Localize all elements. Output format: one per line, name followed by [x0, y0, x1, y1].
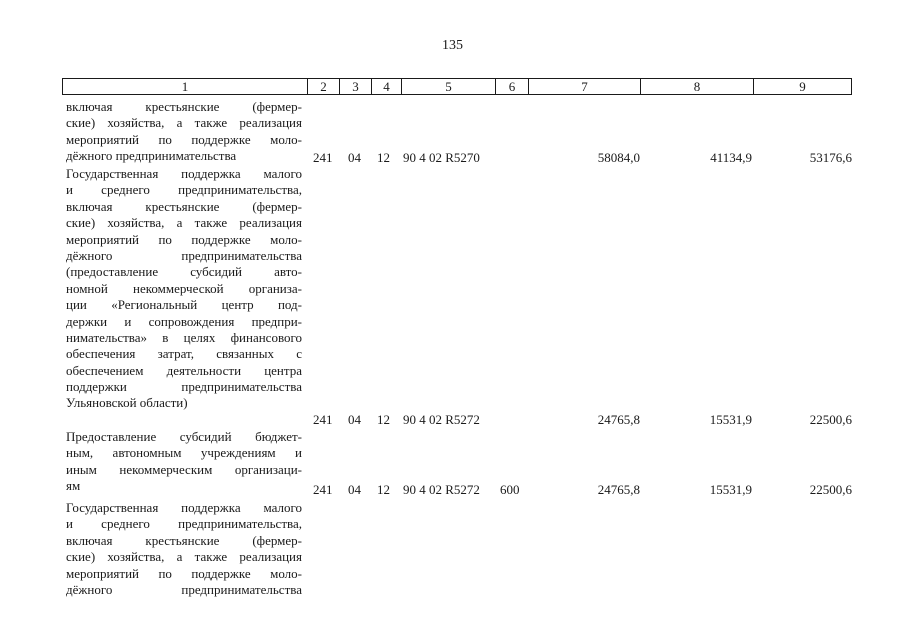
cell-subsection-2: 12 [377, 482, 390, 497]
cell-amount-col7: 24765,8 [597, 412, 640, 427]
description-line: мероприятий по поддержке моло- [66, 231, 302, 247]
row-description [66, 166, 302, 412]
header-col-6: 6 [495, 79, 528, 94]
description-line: поддержки предпринимательства [66, 379, 302, 395]
header-col-5: 5 [401, 79, 495, 94]
page-number: 135 [442, 38, 463, 53]
description-line: ские) хозяйства, а также реализация [66, 549, 302, 565]
description-line: включая крестьянские (фермер- [66, 99, 302, 114]
description-line: номной некоммерческой организа- [66, 280, 302, 296]
header-col-3: 3 [339, 79, 371, 94]
description-line: Ульяновской области) [66, 395, 188, 411]
table-header-row [62, 78, 852, 95]
cell-subsection-2: 12 [377, 412, 390, 427]
description-line: обеспечением деятельности центра [66, 362, 302, 378]
header-col-9: 9 [753, 79, 851, 94]
description-line: Государственная поддержка малого [66, 500, 302, 515]
cell-amount-col8: 15531,9 [709, 412, 752, 427]
description-line: ские) хозяйства, а также реализация [66, 115, 302, 131]
cell-section-code: 241 [313, 150, 333, 165]
description-line: (предоставление субсидий авто- [66, 264, 302, 280]
cell-amount-col8: 41134,9 [710, 150, 752, 165]
description-line: иным некоммерческим организаци- [66, 461, 302, 477]
description-line: обеспечения затрат, связанных с [66, 346, 302, 362]
header-col-8: 8 [640, 79, 753, 94]
cell-expense-type: 600 [500, 482, 520, 497]
description-line: включая крестьянские (фермер- [66, 532, 302, 548]
description-line: мероприятий по поддержке моло- [66, 131, 302, 147]
description-line: держки и сопровождения предпри- [66, 313, 302, 329]
description-line: включая крестьянские (фермер- [66, 198, 302, 214]
header-col-2: 2 [307, 79, 339, 94]
description-line: нимательства» в целях финансового [66, 329, 302, 345]
cell-section-code: 241 [313, 412, 333, 427]
description-line: ские) хозяйства, а также реализация [66, 215, 302, 231]
cell-target-article: 90 4 02 R5270 [403, 150, 480, 165]
cell-amount-col7: 58084,0 [597, 150, 640, 165]
header-col-7: 7 [528, 79, 640, 94]
description-line: и среднего предпринимательства, [66, 516, 302, 532]
cell-amount-col9: 22500,6 [809, 482, 852, 497]
header-col-4: 4 [371, 79, 401, 94]
cell-amount-col8: 15531,9 [709, 482, 752, 497]
cell-amount-col9: 22500,6 [809, 412, 852, 427]
header-col-1: 1 [181, 79, 189, 94]
cell-subsection-2: 12 [377, 150, 390, 165]
cell-target-article: 90 4 02 R5272 [403, 412, 480, 427]
cell-subsection: 04 [348, 482, 361, 497]
description-line: Предоставление субсидий бюджет- [66, 429, 302, 444]
row-description [66, 500, 302, 598]
table-row-values [0, 150, 905, 166]
cell-subsection: 04 [348, 150, 361, 165]
cell-target-article: 90 4 02 R5272 [403, 482, 480, 497]
description-line: Государственная поддержка малого [66, 166, 302, 181]
description-line: дёжного предпринимательства [66, 148, 237, 164]
description-line: ции «Региональный центр под- [66, 297, 302, 313]
cell-subsection: 04 [348, 412, 361, 427]
description-line: мероприятий по поддержке моло- [66, 565, 302, 581]
description-line: ям [66, 478, 81, 494]
table-row-values [0, 482, 905, 498]
cell-amount-col7: 24765,8 [597, 482, 640, 497]
description-line: и среднего предпринимательства, [66, 182, 302, 198]
table-row-values [0, 412, 905, 428]
cell-section-code: 241 [313, 482, 333, 497]
description-line: ным, автономным учреждениям и [66, 445, 302, 461]
description-line: дёжного предпринимательства [66, 581, 302, 597]
description-line: дёжного предпринимательства [66, 247, 302, 263]
cell-amount-col9: 53176,6 [809, 150, 852, 165]
